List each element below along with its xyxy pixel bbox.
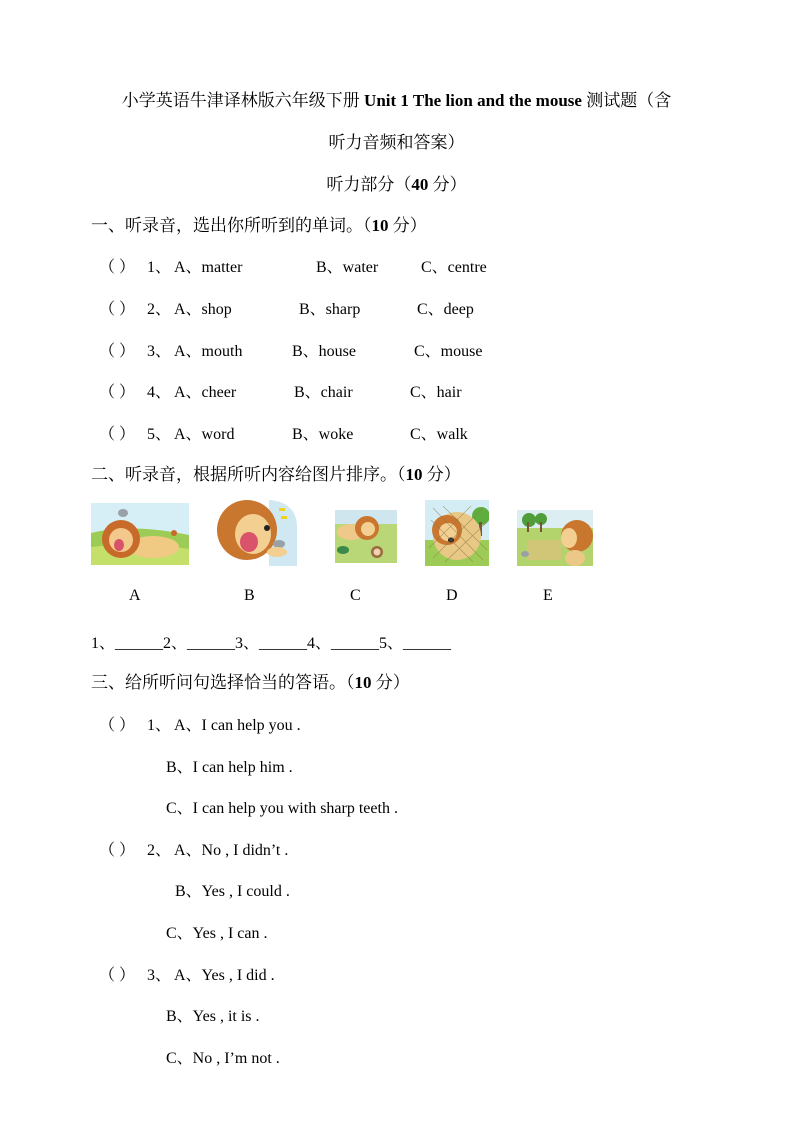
- section2-score: 10: [405, 465, 423, 484]
- option-a: A、word: [174, 426, 235, 443]
- section2-heading: [91, 460, 461, 485]
- question-number: 3、: [147, 343, 172, 360]
- answer-bracket[interactable]: （ ）: [99, 967, 136, 984]
- picture-label-e: E: [543, 587, 553, 604]
- answer-bracket[interactable]: （ ）: [99, 717, 136, 734]
- document-title-line1: [0, 86, 793, 111]
- lion-mouse-net-chewed-image: [517, 510, 593, 566]
- option-b: B、Yes , I could .: [175, 883, 290, 900]
- document-title-line2: 听力音频和答案）: [328, 133, 465, 152]
- question-number: 5、: [147, 426, 172, 443]
- picture-label-c: C: [350, 587, 361, 604]
- option-c: C、hair: [410, 384, 462, 401]
- question-number: 3、: [147, 967, 172, 984]
- option-b: B、Yes , it is .: [166, 1008, 260, 1025]
- question-number: 1、: [147, 717, 172, 734]
- section1-score: 10: [371, 216, 389, 235]
- option-a: A、I can help you .: [174, 717, 301, 734]
- section1-heading-post: 分）: [388, 216, 427, 235]
- question-number: 2、: [147, 842, 172, 859]
- option-a: A、Yes , I did .: [174, 967, 275, 984]
- section2-heading-post: 分）: [422, 465, 461, 484]
- section1-heading-pre: 一、听录音，选出你所听到的单词。（: [91, 216, 372, 235]
- lion-with-monkey-image: [335, 510, 397, 563]
- section2-heading-pre: 二、听录音，根据所听内容给图片排序。（: [91, 465, 406, 484]
- option-a: A、shop: [174, 301, 232, 318]
- subtitle-post: 分）: [428, 175, 467, 194]
- option-a: A、cheer: [174, 384, 237, 401]
- answer-bracket[interactable]: （ ）: [99, 426, 136, 443]
- option-c: C、I can help you with sharp teeth .: [166, 800, 398, 817]
- option-c: C、centre: [421, 259, 487, 276]
- question-number: 4、: [147, 384, 172, 401]
- option-b: B、sharp: [299, 301, 361, 318]
- question-number: 1、: [147, 259, 172, 276]
- title-text-post: 测试题（含: [581, 91, 672, 110]
- option-b: B、I can help him .: [166, 759, 293, 776]
- picture-label-b: B: [244, 587, 255, 604]
- subtitle-pre: 听力部分（: [326, 175, 412, 194]
- lion-running-mouse-on-head-image: [91, 503, 189, 565]
- section3-heading-post: 分）: [371, 673, 410, 692]
- title-text-pre: 小学英语牛津译林版六年级下册: [121, 91, 365, 110]
- answer-bracket[interactable]: （ ）: [99, 343, 136, 360]
- section3-heading: [91, 668, 410, 693]
- option-c: C、walk: [410, 426, 468, 443]
- lion-laughing-mouse-in-hand-image: [217, 498, 297, 566]
- option-c: C、Yes , I can .: [166, 925, 268, 942]
- document-subtitle: [0, 170, 793, 195]
- picture-label-a: A: [129, 587, 141, 604]
- subtitle-score: 40: [411, 175, 429, 194]
- section1-heading: [91, 211, 427, 236]
- section3-score: 10: [354, 673, 372, 692]
- option-c: C、mouse: [414, 343, 483, 360]
- option-c: C、deep: [417, 301, 474, 318]
- option-b: B、water: [316, 259, 379, 276]
- option-a: A、No , I didn’t .: [174, 842, 289, 859]
- answer-bracket[interactable]: （ ）: [99, 842, 136, 859]
- question-number: 2、: [147, 301, 172, 318]
- option-a: A、mouth: [174, 343, 243, 360]
- section3-heading-pre: 三、给所听问句选择恰当的答语。（: [91, 673, 355, 692]
- option-b: B、chair: [294, 384, 353, 401]
- option-c: C、No , I’m not .: [166, 1050, 280, 1067]
- answer-bracket[interactable]: （ ）: [99, 259, 136, 276]
- section2-answer-blanks[interactable]: 1、______2、______3、______4、______5、______: [91, 635, 452, 652]
- option-b: B、house: [292, 343, 357, 360]
- option-b: B、woke: [292, 426, 354, 443]
- answer-bracket[interactable]: （ ）: [99, 301, 136, 318]
- title-text-unit: Unit 1 The lion and the mouse: [364, 91, 582, 110]
- answer-bracket[interactable]: （ ）: [99, 384, 136, 401]
- lion-trapped-in-net-image: [425, 500, 489, 566]
- picture-label-d: D: [446, 587, 458, 604]
- option-a: A、matter: [174, 259, 243, 276]
